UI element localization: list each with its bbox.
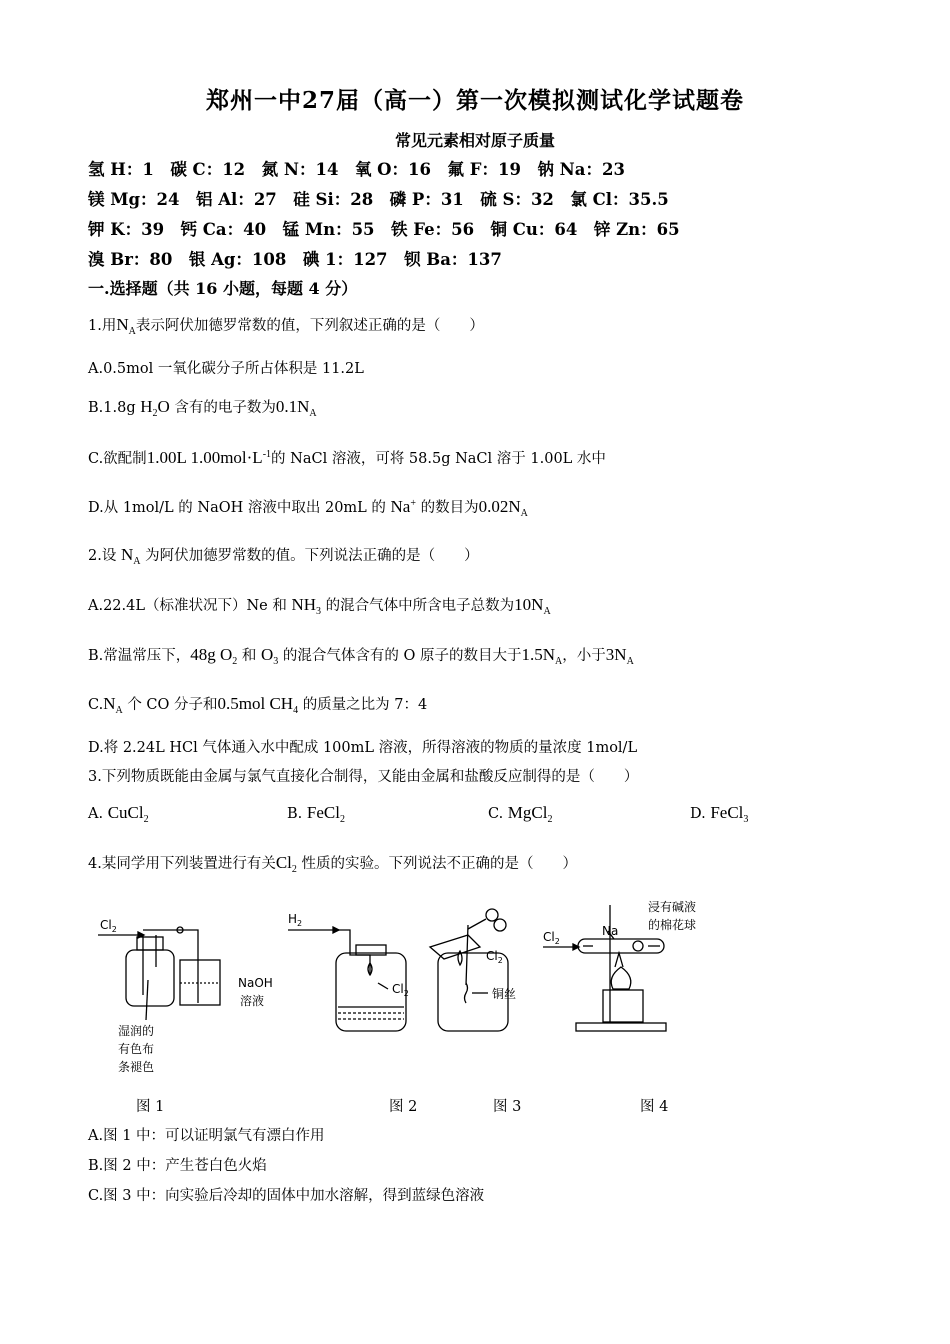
question-1-option-a: A.0.5mol 一氧化碳分子所占体积是 11.2L [88,361,364,377]
figure-4-cotton-label: 的棉花球 [648,918,697,932]
atomic-mass-line: 钾 K：39 钙 Ca：40 锰 Mn：55 铁 Fe：56 铜 Cu：64 锌 Zn：65 [88,220,680,239]
question-4-option-c: C.图 3 中：向实验后冷却的固体中加水溶解，得到蓝绿色溶液 [88,1188,485,1204]
atomic-mass-line: 溴 Br：80 银 Ag：108 碘 1：127 钡 Ba：137 [88,250,502,269]
question-2-option-a: A.22.4L（标准状况下）Ne 和 $NH_3$ 的混合气体中所含电子总数为$10N_A$ [88,595,551,617]
apparatus-figures [88,895,848,1090]
question-3-option-c: C. MgCl$_2$ [488,803,553,825]
figure-2-h2-label: $H_2$ [288,912,303,928]
question-3-option-b: B. FeCl$_2$ [287,803,345,825]
figure-4-caption: 图 4 [640,1099,669,1115]
figure-1-cloth-label: 条褪色 [118,1060,155,1074]
figure-1-naoh-label: NaOH [238,976,273,990]
question-1-option-c: C.欲配制1.00L $1.00mol\cdot L^{-1}$的 NaCl 溶液，可将 58.5g NaCl 溶于 1.00L 水中 [88,448,606,467]
figure-3-caption: 图 3 [493,1099,522,1115]
question-2-option-c: $C.N_A$ 个 CO 分子和0.5mol $CH_4$ 的质量之比为 7：4 [88,694,428,716]
question-4-option-a: A.图 1 中：可以证明氯气有漂白作用 [88,1128,325,1144]
figure-2-cl2-label: $Cl_2$ [392,982,409,998]
section-heading: 一.选择题（共 16 小题，每题 4 分） [88,279,358,298]
question-2-stem: 2.设 $N_A$ 为阿伏加德罗常数的值。下列说法正确的是（ ） [88,545,479,567]
question-1-option-b: B.1.8g $H_2O$ 含有的电子数为$0.1N_A$ [88,397,317,419]
question-3-option-a: A. CuCl$_2$ [88,803,149,825]
figure-2-caption: 图 2 [389,1099,418,1115]
question-2-option-b: B.常温常压下，48g $O_2$ 和 $O_3$ 的混合气体含有的 O 原子的数目大于$1.5N_A$，小于$3N_A$ [88,645,634,667]
figure-1-caption: 图 1 [136,1099,165,1115]
question-1-option-d: D.从 1mol/L 的 NaOH 溶液中取出 20mL 的 Na+ 的数目为$0.02N_A$ [88,497,528,519]
question-4-option-b: B.图 2 中：产生苍白色火焰 [88,1158,267,1174]
atomic-mass-line: 氢 H：1 碳 C：12 氮 N：14 氧 O：16 氟 F：19 钠 Na：23 [88,160,625,179]
question-2-option-d: D.将 2.24L HCl 气体通入水中配成 100mL 溶液，所得溶液的物质的量浓度 1mol/L [88,740,638,756]
figure-3-apparatus [430,909,508,1031]
figure-3-cl2-label: $Cl_2$ [486,949,503,965]
question-3-stem: 3.下列物质既能由金属与氯气直接化合制得，又能由金属和盐酸反应制得的是（ ） [88,769,639,785]
atomic-mass-line: 镁 Mg：24 铝 Al：27 硅 Si：28 磷 P：31 硫 S：32 氯 Cl：35.5 [88,190,669,209]
question-1-stem: 1.用$N_A$表示阿伏加德罗常数的值，下列叙述正确的是（ ） [88,315,484,337]
figure-1-cloth-label: 有色布 [118,1042,155,1056]
figure-3-copper-label: 铜丝 [492,987,517,1001]
figure-1-solution-label: 溶液 [240,994,265,1008]
figure-1-cloth-label: 湿润的 [118,1024,155,1038]
figure-2-apparatus [288,927,406,1031]
question-4-stem: 4.某同学用下列装置进行有关$Cl_2$ 性质的实验。下列说法不正确的是（ ） [88,853,578,875]
figure-1-apparatus [98,927,220,1020]
figure-4-cotton-label: 浸有碱液 [648,900,697,914]
atomic-mass-heading: 常见元素相对原子质量 [394,131,555,150]
question-3-option-d: D. FeCl$_3$ [690,803,749,825]
figure-4-cl2-label: $Cl_2$ [543,930,560,946]
page-title: 郑州一中27届（高一）第一次模拟测试化学试题卷 [205,87,744,114]
figure-4-na-label: Na [602,924,619,938]
figure-1-cl2-label: $Cl_2$ [100,918,117,934]
